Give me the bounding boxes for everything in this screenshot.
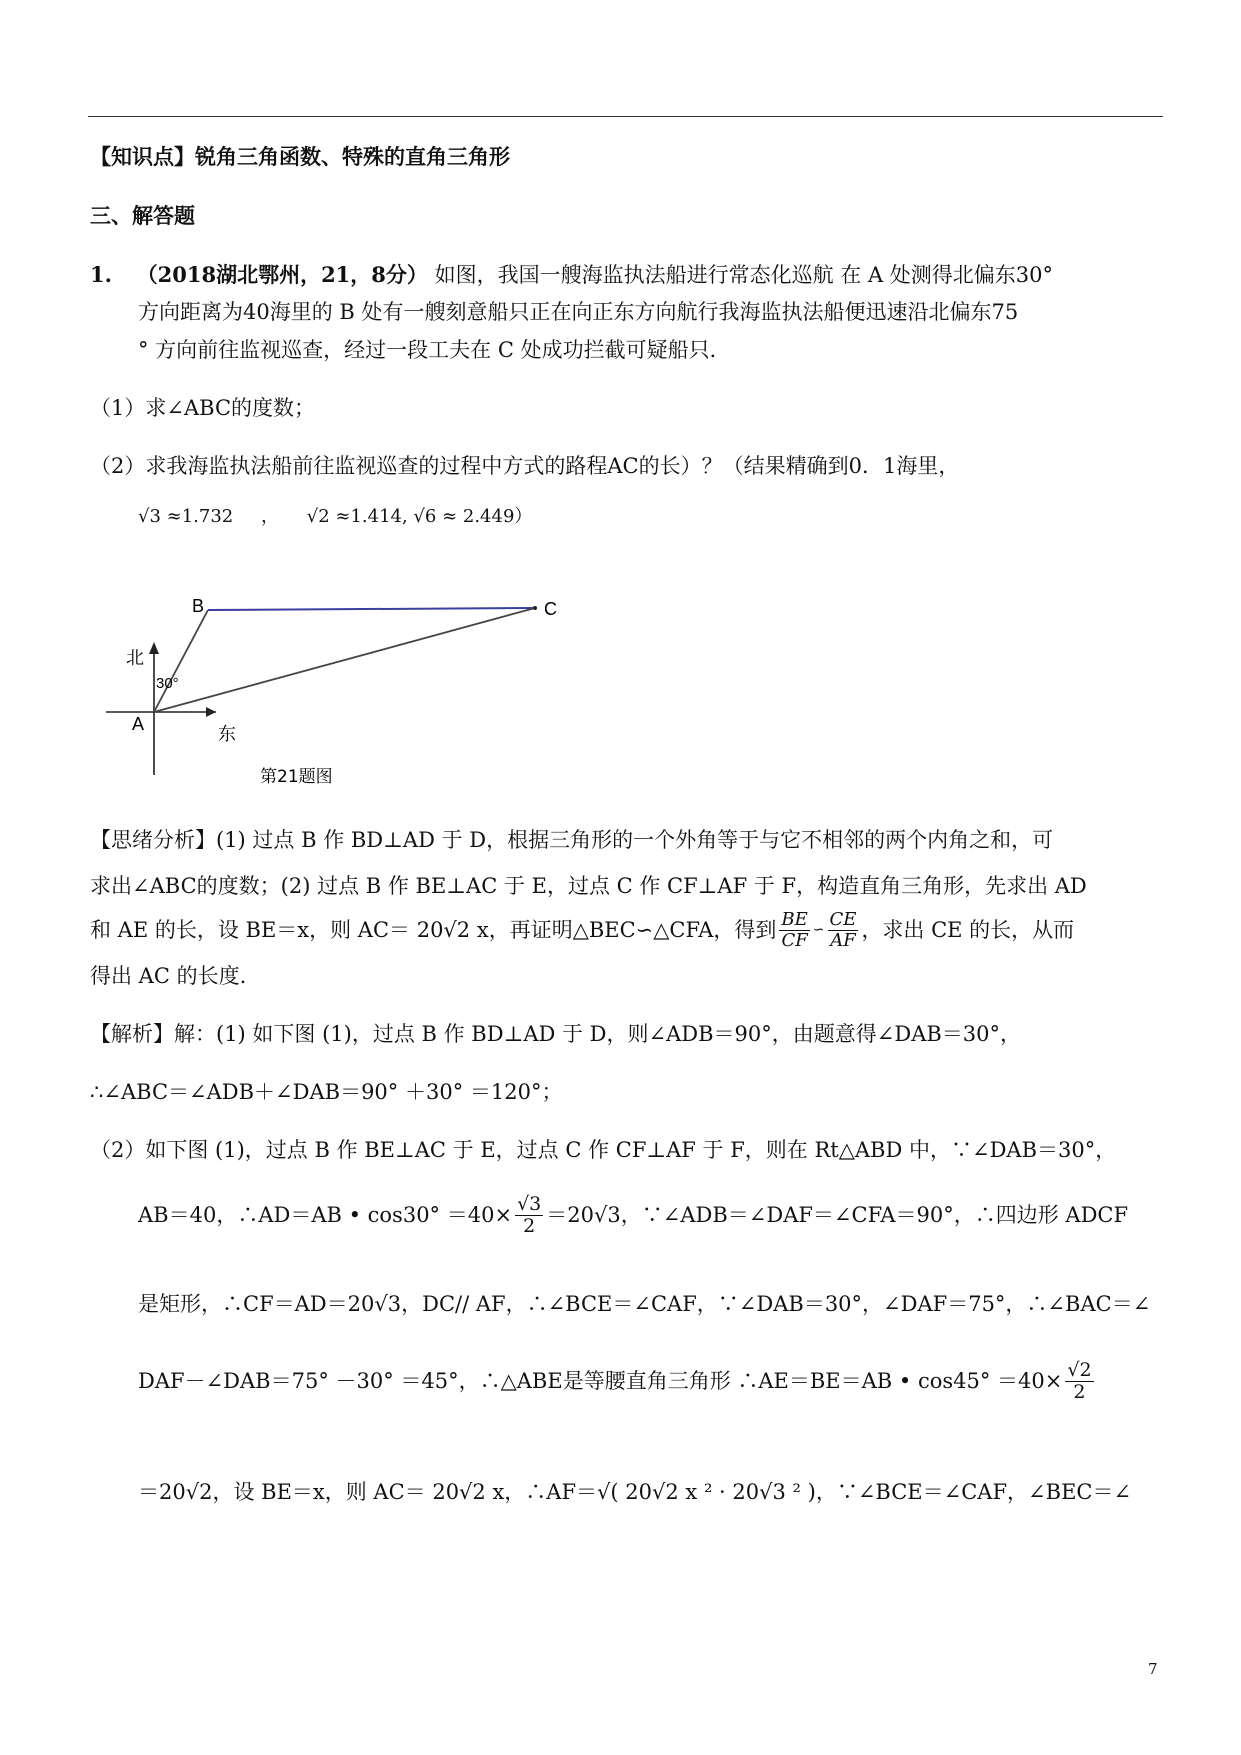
point-C	[533, 606, 537, 610]
page-number: 7	[1148, 1660, 1158, 1678]
label-east: 东	[218, 724, 236, 745]
label-A: A	[132, 714, 145, 734]
label-C: C	[544, 599, 557, 619]
fraction-CE-AF: $\frac{CE}{AF}$	[829, 908, 857, 951]
approx-separator: ，	[261, 506, 279, 527]
header-rule	[88, 116, 1163, 117]
solution-line-7: ＝20√2，设 BE＝x，则 AC＝ 20√2 x，∴AF＝√( 20√2 x ² · 20√3 ² )，∵∠BCE＝∠CAF，∠BEC＝∠	[138, 1480, 1132, 1504]
east-arrow	[206, 707, 216, 717]
north-arrow	[149, 642, 159, 654]
analysis-line-2: 求出∠ABC的度数；(2) 过点 B 作 BE⊥AC 于 E，过点 C 作 CF⊥AF 于 F，构造直角三角形，先求出 AD	[90, 874, 1087, 898]
solution-line-4b: ＝20√3，∵∠ADB＝∠DAF＝∠CFA＝90°，∴四边形 ADCF	[546, 1202, 1129, 1227]
solution-line-4	[138, 1186, 1128, 1244]
solution-line-6a: DAF－∠DAB＝75° －30° ＝45°，∴△ABE是等腰直角三角形 ∴AE＝BE＝AB • cos45° ＝40×	[138, 1368, 1063, 1393]
analysis-line-3b: ，求出 CE 的长，从而	[861, 917, 1075, 942]
solution-line-3: （2）如下图 (1)，过点 B 作 BE⊥AC 于 E，过点 C 作 CF⊥AF 于 F，则在 Rt△ABD 中，∵∠DAB＝30°，	[90, 1138, 1117, 1162]
fraction-sqrt3-2: $\frac{√3}{2}$	[517, 1192, 542, 1237]
analysis-line-3	[90, 907, 1074, 953]
solution-line-6	[138, 1352, 1097, 1410]
problem-text-2: 方向距离为40海里的 B 处有一艘刻意船只正在向正东方向航行我海监执法船便迅速沿北偏东75	[138, 300, 1019, 324]
approx-sqrt3: √3 ≈1.732	[138, 506, 234, 527]
solution-line-5: 是矩形，∴CF＝AD＝20√3，DC// AF，∴∠BCE＝∠CAF，∵∠DAB＝30°，∠DAF＝75°，∴∠BAC＝∠	[138, 1292, 1151, 1316]
knowledge-heading: 【知识点】锐角三角函数、特殊的直角三角形	[90, 144, 510, 169]
analysis-line-4: 得出 AC 的长度.	[90, 964, 247, 988]
label-north: 北	[126, 648, 144, 669]
fraction-sqrt2-2: $\frac{√2}{2}$	[1067, 1358, 1092, 1403]
solution-line-2: ∴∠ABC＝∠ADB＋∠DAB＝90° ＋30° ＝120°；	[90, 1080, 563, 1104]
solution-line-1: 【解析】解：(1) 如下图 (1)，过点 B 作 BD⊥AD 于 D，则∠ADB＝90°，由题意得∠DAB＝30°，	[90, 1022, 1022, 1046]
figure-caption: 第21题图	[260, 767, 333, 787]
approx-rest: √2 ≈1.414, √6 ≈ 2.449）	[306, 506, 533, 527]
label-angle: 30°	[156, 675, 179, 692]
analysis-line-3a: 和 AE 的长，设 BE＝x，则 AC＝ 20√2 x，再证明△BEC∽△CFA，得到	[90, 917, 777, 942]
segment-AB	[154, 610, 208, 712]
segment-BC	[208, 608, 535, 610]
fraction-BE-CF: $\frac{BE}{CF}$	[781, 908, 808, 951]
solution-line-4a: AB＝40，∴AD＝AB • cos30° ＝40×	[138, 1202, 513, 1227]
question-1: （1）求∠ABC的度数；	[90, 396, 316, 420]
question-2: （2）求我海监执法船前往监视巡查的过程中方式的路程AC的长）？（结果精确到0．1海里，	[90, 454, 960, 478]
problem-text-3: ° 方向前往监视巡查，经过一段工夫在 C 处成功拦截可疑船只．	[138, 338, 731, 362]
label-B: B	[192, 596, 205, 616]
segment-AC	[154, 608, 535, 712]
section-heading: 三、解答题	[90, 203, 195, 228]
problem-line-1	[90, 264, 1053, 286]
analysis-line-1: 【思绪分析】(1) 过点 B 作 BD⊥AD 于 D，根据三角形的一个外角等于与它不相邻的两个内角之和，可	[90, 828, 1054, 852]
problem-source: （2018湖北鄂州，21，8分）	[136, 262, 428, 287]
problem-figure	[98, 590, 578, 790]
similar-symbol: ∽	[812, 922, 825, 938]
approx-values	[138, 508, 532, 526]
problem-text-1: 如图，我国一艘海监执法船进行常态化巡航 在 A 处测得北偏东30°	[434, 263, 1054, 287]
problem-number: 1.	[90, 262, 112, 287]
